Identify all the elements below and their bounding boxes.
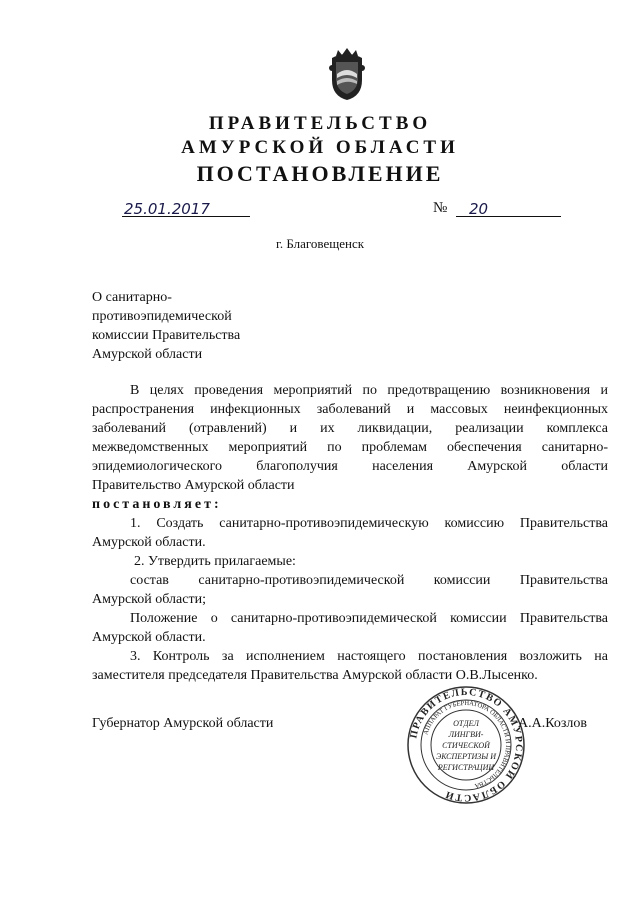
date-underline — [122, 216, 250, 217]
preamble-line: эпидемиологического благополучия населения Амурской области — [92, 459, 608, 474]
government-title: ПРАВИТЕЛЬСТВО — [208, 113, 432, 134]
official-stamp — [405, 684, 527, 806]
number-sign: № — [433, 200, 448, 216]
stamp-center-line: СТИЧЕСКОЙ — [442, 741, 490, 750]
signatory-name: А.А.Козлов — [518, 716, 587, 731]
subject-line: О санитарно- — [92, 290, 172, 305]
city-label: г. Благовещенск — [275, 236, 365, 251]
region-title: АМУРСКОЙ ОБЛАСТИ — [181, 137, 459, 158]
document-type-title: ПОСТАНОВЛЕНИЕ — [196, 161, 444, 186]
item-2-line: 2. Утвердить прилагаемые: — [134, 554, 296, 569]
document-body — [92, 381, 608, 685]
item-3-line: заместителя председателя Правительства Амурской области О.В.Лысенко. — [92, 668, 538, 683]
stamp-center-line: ЛИНГВИ- — [448, 730, 484, 739]
stamp-ring-text: ПРАВИТЕЛЬСТВО АМУРСКОЙ ОБЛАСТИ — [408, 686, 525, 804]
signatory-position: Губернатор Амурской области — [92, 716, 274, 731]
preamble-line: распространения инфекционных заболеваний и массовых неинфекционных — [92, 402, 608, 417]
stamp-center-line: РЕГИСТРАЦИИ — [437, 763, 495, 772]
coat-of-arms-emblem — [324, 44, 370, 102]
item-2b-line: Положение о санитарно-противоэпидемической комиссии Правительства — [130, 611, 608, 626]
document-number: 20 — [469, 200, 489, 218]
preamble-line: В целях проведения мероприятий по предотвращению возникновения и — [130, 383, 608, 398]
subject-line: Амурской области — [92, 347, 203, 362]
preamble-line: межведомственных мероприятий по проблемам обеспечения санитарно- — [92, 440, 608, 455]
item-2a-line: состав санитарно-противоэпидемической комиссии Правительства — [130, 573, 608, 588]
item-2b-line: Амурской области. — [92, 630, 206, 645]
subject-line: противоэпидемической — [92, 309, 232, 324]
subject-line: комиссии Правительства — [92, 328, 241, 343]
number-underline — [456, 216, 561, 217]
stamp-center-line: ЭКСПЕРТИЗЫ И — [435, 752, 497, 761]
preamble-line: Правительство Амурской области — [92, 478, 295, 493]
document-date: 25.01.2017 — [124, 200, 210, 218]
decree-word: постановляет: — [92, 497, 222, 512]
item-3-line: 3. Контроль за исполнением настоящего постановления возложить на — [130, 649, 608, 664]
stamp-inner-ring-text: АППАРАТ ГУБЕРНАТОРА ОБЛАСТИ И ПРАВИТЕЛЬСТВА — [422, 699, 512, 790]
document-subject — [92, 288, 240, 364]
item-1-line: Амурской области. — [92, 535, 206, 550]
stamp-center-line: ОТДЕЛ — [453, 719, 479, 728]
item-2a-line: Амурской области; — [92, 592, 206, 607]
item-1-line: 1. Создать санитарно-противоэпидемическую комиссию Правительства — [130, 516, 608, 531]
preamble-line: заболеваний (отравлений) и их ликвидации, реализации комплекса — [92, 421, 608, 436]
